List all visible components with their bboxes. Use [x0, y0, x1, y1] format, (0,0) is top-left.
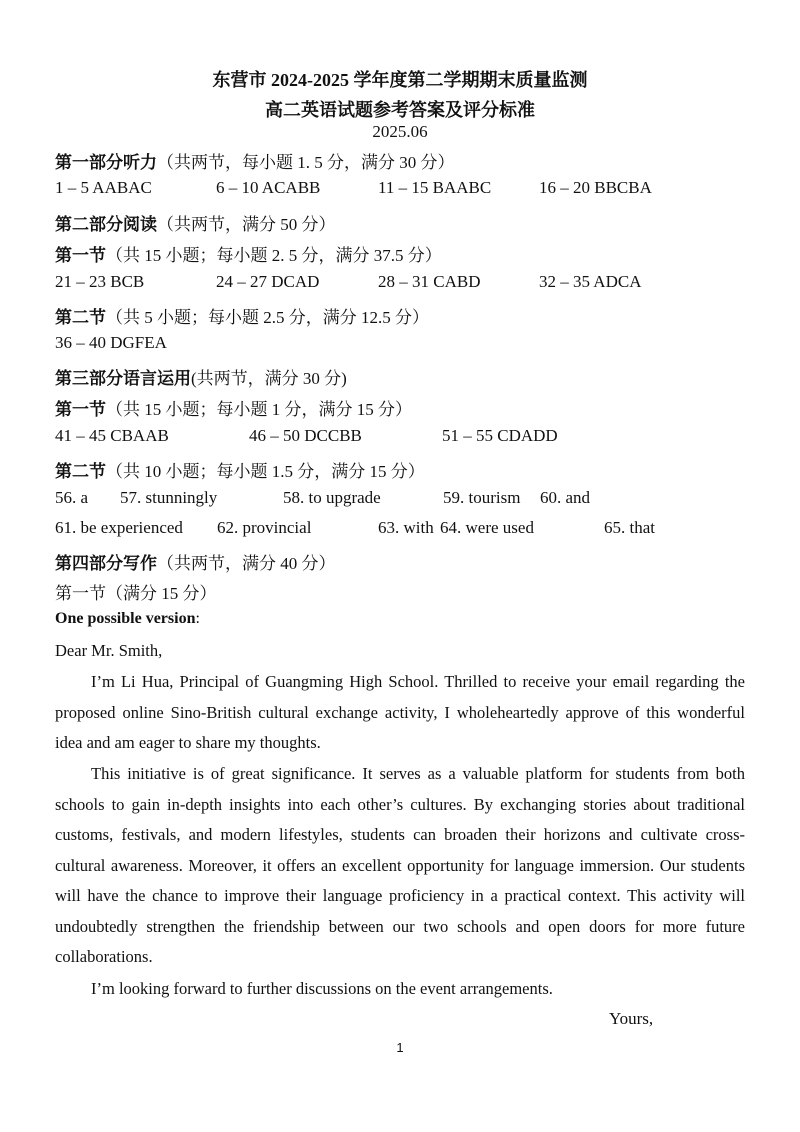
part4-note: （共两节，满分 40 分）: [157, 554, 336, 573]
part3-section1-line: [55, 395, 412, 420]
page-number: 1: [396, 1040, 404, 1055]
part3-heading-line: [55, 364, 347, 389]
part4-heading-line: [55, 549, 336, 574]
part3-section1-heading: 第一节: [55, 400, 106, 419]
letter-paragraph-text: This initiative is of great significance. It serves as a valuable platform for students from both schools to gain in-depth insights into each other’s cultures. By exchanging stories about traditional customs, festivals, and modern lifestyles, students can broaden their horizons and cultivate cross-cultural awareness. Moreover, it offers an excellent opportunity for language immersion. Our students will have the chance to improve their language proficiency in a practical context. This activity will undoubtedly strengthen the friendship between our two schools and open doors for more future collaborations.: [55, 764, 745, 966]
part2-note: （共两节，满分 50 分）: [157, 215, 336, 234]
letter-greeting: Dear Mr. Smith,: [55, 641, 163, 660]
answer-item: 56. a: [55, 488, 89, 507]
answer-group: 28 – 31 CABD: [378, 272, 481, 291]
sample-version-label: One possible version: [55, 610, 196, 627]
answer-group: 36 – 40 DGFEA: [55, 333, 167, 352]
answer-group: 1 – 5 AABAC: [55, 178, 152, 197]
part3-note: (共两节，满分 30 分): [191, 369, 347, 388]
answer-group: 6 – 10 ACABB: [216, 178, 321, 197]
part2-section1-note: （共 15 小题；每小题 2. 5 分，满分 37.5 分）: [106, 246, 442, 265]
part1-note: （共两节，每小题 1. 5 分，满分 30 分）: [157, 153, 455, 172]
part1-heading: 第一部分听力: [55, 153, 157, 172]
document-date: 2025.06: [372, 122, 428, 141]
sample-version-label-line: [55, 610, 200, 628]
part2-section2-heading: 第二节: [55, 308, 106, 327]
part4-heading: 第四部分写作: [55, 554, 157, 573]
part3-section2-line: [55, 457, 425, 482]
letter-paragraph: [55, 759, 745, 973]
part1-heading-line: [55, 148, 455, 173]
answer-item: 61. be experienced: [55, 518, 183, 537]
sample-version-colon: :: [195, 610, 200, 627]
answer-item: 58. to upgrade: [283, 488, 381, 507]
part2-section1-line: [55, 241, 442, 266]
answer-item: 60. and: [540, 488, 591, 507]
part2-heading-line: [55, 210, 336, 235]
answer-group: 32 – 35 ADCA: [539, 272, 642, 291]
part2-section2-line: [55, 303, 429, 328]
answer-item: 63. with: [378, 518, 434, 537]
letter-closing: Yours,: [609, 1009, 654, 1028]
answer-item: 57. stunningly: [120, 488, 218, 507]
answer-group: 16 – 20 BBCBA: [539, 178, 652, 197]
part2-heading: 第二部分阅读: [55, 215, 157, 234]
part2-section2-note: （共 5 小题；每小题 2.5 分，满分 12.5 分）: [106, 308, 429, 327]
document-title: 东营市 2024-2025 学年度第二学期期末质量监测: [212, 70, 588, 90]
answer-item: 59. tourism: [443, 488, 521, 507]
document-subtitle: 高二英语试题参考答案及评分标准: [265, 100, 535, 120]
answer-item: 64. were used: [440, 518, 534, 537]
letter-paragraph-text: I’m Li Hua, Principal of Guangming High School. Thrilled to receive your email regarding the proposed online Sino-British cultural exchange activity, I wholeheartedly approve of this wonderful idea and am eager to share my thoughts.: [55, 672, 745, 752]
letter-paragraph: [55, 667, 745, 759]
answer-group: 41 – 45 CBAAB: [55, 426, 169, 445]
answer-item: 65. that: [604, 518, 655, 537]
part3-heading: 第三部分语言运用: [55, 369, 191, 388]
answer-item: 62. provincial: [217, 518, 312, 537]
answer-group: 21 – 23 BCB: [55, 272, 145, 291]
part3-section1-note: （共 15 小题；每小题 1 分，满分 15 分）: [106, 400, 412, 419]
part3-section2-heading: 第二节: [55, 462, 106, 481]
letter-paragraph-text: I’m looking forward to further discussions on the event arrangements.: [91, 979, 553, 998]
part2-section1-heading: 第一节: [55, 246, 106, 265]
answer-group: 46 – 50 DCCBB: [249, 426, 362, 445]
letter-paragraph: [55, 974, 745, 1005]
answer-group: 51 – 55 CDADD: [442, 426, 558, 445]
part4-section1-label: 第一节（满分 15 分）: [55, 584, 217, 603]
answer-group: 11 – 15 BAABC: [378, 178, 492, 197]
answer-group: 24 – 27 DCAD: [216, 272, 320, 291]
part3-section2-note: （共 10 小题；每小题 1.5 分，满分 15 分）: [106, 462, 425, 481]
